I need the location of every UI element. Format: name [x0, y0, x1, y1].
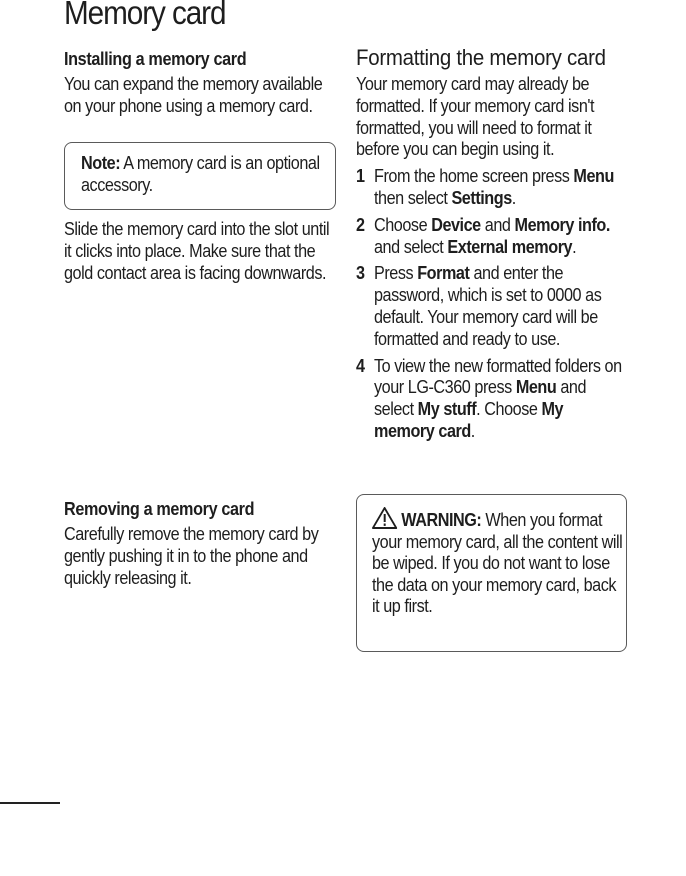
warning-triangle-icon	[372, 507, 397, 529]
format-step	[356, 263, 626, 350]
format-step	[356, 215, 626, 259]
right-column	[356, 46, 628, 443]
removing-section	[64, 498, 336, 589]
step-number: 4	[356, 355, 365, 376]
installing-intro: You can expand the memory available on your phone using a memory card.	[64, 74, 323, 116]
step-fragment: and enter the password, which is set to 0000 as default. Your memory card will be formatted and ready to use.	[374, 263, 602, 349]
step-emphasis: Menu	[573, 166, 614, 187]
left-column	[64, 48, 336, 118]
step-fragment: and select	[374, 377, 587, 420]
removing-text: Carefully remove the memory card by gently pushing it in to the phone and quickly releasing it.	[64, 524, 319, 588]
step-fragment: and select	[374, 236, 448, 257]
step-emphasis: Menu	[515, 377, 557, 398]
step-fragment: then select	[374, 187, 452, 208]
step-number: 1	[356, 166, 365, 187]
step-emphasis: External memory	[447, 236, 573, 257]
step-text	[374, 356, 626, 443]
step-emphasis: My stuff	[417, 399, 477, 420]
page-title: Memory card	[64, 0, 226, 31]
removing-heading: Removing a memory card	[64, 499, 255, 519]
step-text	[374, 215, 626, 259]
step-fragment: .	[511, 187, 516, 208]
step-emphasis: My memory card	[374, 399, 564, 441]
warning-content	[372, 507, 624, 618]
step-fragment: .	[572, 236, 577, 257]
step-emphasis: Memory info.	[514, 214, 610, 235]
installing-heading: Installing a memory card	[64, 49, 247, 69]
formatting-intro: Your memory card may already be formatted. If your memory card isn't formatted, you will need to format it before you can begin using it.	[356, 74, 595, 160]
step-fragment: Press	[374, 263, 418, 284]
step-fragment: .	[470, 420, 475, 441]
step-text	[374, 166, 626, 210]
format-step	[356, 166, 626, 210]
note-text: A memory card is an optional accessory.	[81, 153, 320, 195]
step-fragment: Choose	[374, 214, 432, 235]
step-fragment: To view the new formatted folders on your LG-C360 press	[374, 355, 622, 398]
step-fragment: and	[480, 214, 515, 235]
installing-instructions: Slide the memory card into the slot until it clicks into place. Make sure that the gold contact area is facing downwards.	[64, 219, 330, 283]
warning-text: When you format your memory card, all the content will be wiped. If you do not want to lose the data on your memory card, back it up first.	[372, 510, 623, 617]
step-emphasis: Settings	[451, 187, 512, 208]
warning-label: WARNING:	[401, 510, 482, 530]
step-fragment: . Choose	[476, 399, 542, 420]
formatting-steps	[356, 166, 628, 443]
step-number: 2	[356, 214, 365, 235]
note-content	[81, 153, 324, 197]
step-fragment: From the home screen press	[374, 166, 574, 187]
format-step	[356, 356, 626, 443]
note-label: Note:	[81, 153, 121, 173]
formatting-heading: Formatting the memory card	[356, 45, 606, 70]
installing-instructions-block	[64, 219, 336, 284]
warning-box	[356, 494, 627, 652]
note-box	[64, 142, 336, 210]
step-text	[374, 263, 626, 350]
step-emphasis: Device	[431, 214, 481, 235]
step-number: 3	[356, 263, 365, 284]
page-footer-rule	[0, 802, 60, 804]
step-emphasis: Format	[417, 263, 470, 284]
